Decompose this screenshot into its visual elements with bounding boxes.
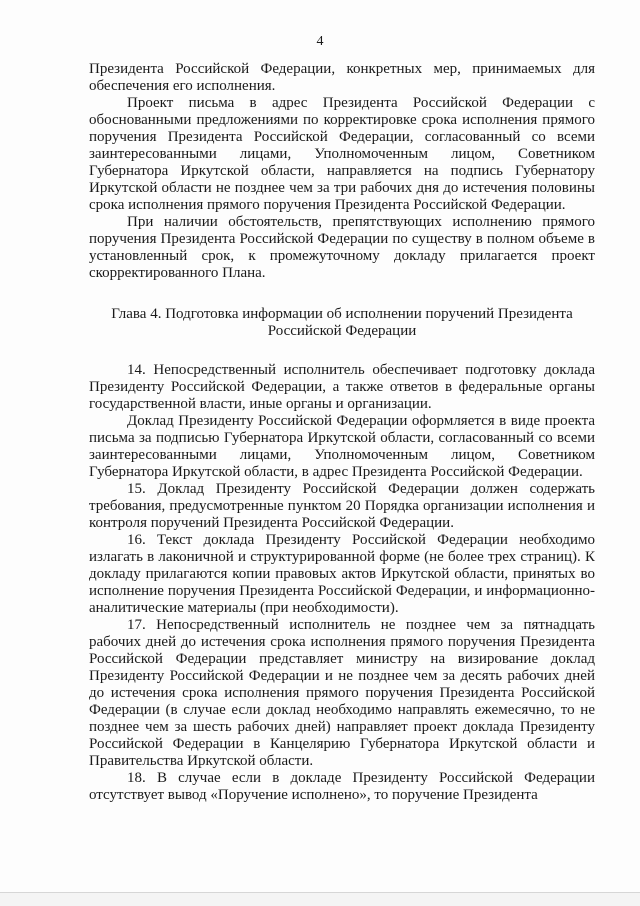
paragraph-item-17: 17. Непосредственный исполнитель не позднее чем за пятнадцать рабочих дней до истечения срока исполнения прямого поручения Президента Российской Федерации представляет министру на визирование доклад Президенту Российской Федерации и не позднее чем за десять рабочих дней до истечения срока исполнения прямого поручения Президента Российской Федерации (в случае если доклад необходимо направлять ежемесячно, то не позднее чем за шесть рабочих дней) направляет проект доклада Президенту Российской Федерации в Канцелярию Губернатора Иркутской области и Правительства Иркутской области. [89, 617, 595, 769]
scan-bottom-edge [0, 892, 640, 906]
document-body [89, 61, 595, 804]
paragraph-item-16: 16. Текст доклада Президенту Российской Федерации необходимо излагать в лаконичной и структурированной форме (не более трех страниц). К докладу прилагаются копии правовых актов Иркутской области, принятых во исполнение поручения Президента Российской Федерации, и информационно-аналитические материалы (при необходимости). [89, 532, 595, 616]
paragraph-circumstances: При наличии обстоятельств, препятствующих исполнению прямого поручения Президента Российской Федерации по существу в полном объеме в установленный срок, к промежуточному докладу прилагается проект скорректированного Плана. [89, 214, 595, 281]
paragraph-item-15: 15. Доклад Президенту Российской Федерации должен содержать требования, предусмотренные пунктом 20 Порядка организации исполнения и контроля поручений Президента Российской Федерации. [89, 481, 595, 531]
chapter-heading [89, 306, 595, 340]
paragraph-item-14: 14. Непосредственный исполнитель обеспечивает подготовку доклада Президенту Российской Федерации, а также ответов в федеральные органы государственной власти, иные органы и организации. [89, 362, 595, 412]
paragraph-item-18: 18. В случае если в докладе Президенту Российской Федерации отсутствует вывод «Поручение исполнено», то поручение Президента [89, 770, 595, 803]
paragraph-report-format: Доклад Президенту Российской Федерации оформляется в виде проекта письма за подписью Губернатора Иркутской области, согласованный со всеми заинтересованными лицами, Уполномоченным лицом, Советником Губернатора Иркутской области, в адрес Президента Российской Федерации. [89, 413, 595, 480]
paragraph-continuation: Президента Российской Федерации, конкретных мер, принимаемых для обеспечения его исполнения. [89, 61, 595, 94]
chapter-heading-line-1: Глава 4. Подготовка информации об исполнении поручений Президента [111, 306, 573, 322]
chapter-heading-line-2: Российской Федерации [267, 323, 417, 339]
paragraph-draft-letter: Проект письма в адрес Президента Российской Федерации с обоснованными предложениями по корректировке срока исполнения прямого поручения Президента Российской Федерации, согласованный со всеми заинтересованными лицами, Уполномоченным лицом, Советником Губернатора Иркутской области, направляется на подпись Губернатору Иркутской области не позднее чем за три рабочих дня до истечения половины срока исполнения прямого поручения Президента Российской Федерации. [89, 95, 595, 213]
page-number: 4 [316, 34, 324, 49]
